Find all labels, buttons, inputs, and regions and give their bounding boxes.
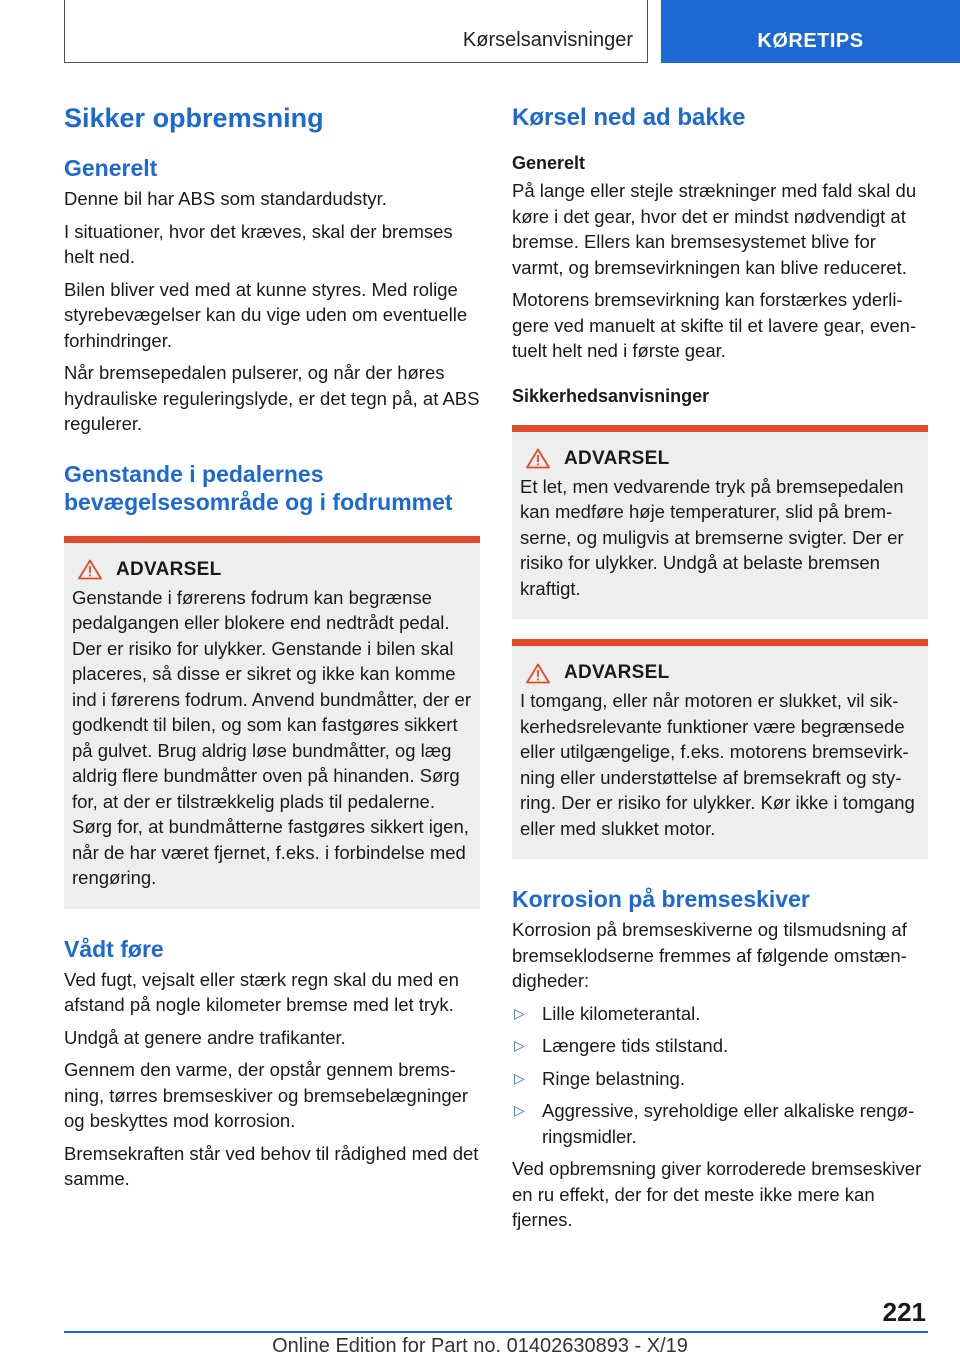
warning-text: I tomgang, eller når motoren er slukket, vil sikkerhedsrelevante funktioner være begrænsede eller utilgængelige, f.eks. motorens bremsevirkning eller understøttelse af bremsekraft og styring. Der er risiko for ulykker. Kør ikke i tomgang eller med slukket motor. — [520, 690, 915, 839]
paragraph: På lange eller stejle strækninger med fald skal du køre i det gear, hvor det er mindst nødvendigt at bremse. Ellers kan bremsesystemet blive for varmt, og bremsevirkningen kan blive reduceret. — [512, 180, 917, 278]
warning-box — [512, 639, 928, 859]
bullet-triangle-icon: ▷ — [514, 1004, 525, 1021]
warning-title — [520, 662, 920, 684]
heading-genstande: Genstande i pedalernes bevægelsesområde og i fodrummet — [64, 460, 453, 515]
paragraph: Gennem den varme, der opstår gennem bremsning, tørres bremseskiver og bremsebelægninger og beskyttes mod korrosion. — [64, 1059, 469, 1131]
header-section-label: Kørselsanvisninger — [462, 29, 633, 51]
left-column — [64, 100, 480, 1199]
paragraph: Bilen bliver ved med at kunne styres. Med rolige styrebevægelser kan du vige uden om eventuelle forhindringer. — [64, 278, 468, 351]
section-title-downhill: Kørsel ned ad bakke — [512, 104, 746, 131]
warning-label: ADVARSEL — [564, 447, 670, 469]
footer-edition: Online Edition for Part no. 01402630893 - X/19 — [272, 1335, 688, 1357]
paragraph: Undgå at genere andre trafikanter. — [64, 1026, 346, 1048]
warning-title — [72, 559, 472, 581]
warning-triangle-icon — [526, 448, 550, 469]
bullet-triangle-icon: ▷ — [514, 1069, 525, 1086]
heading-sikkerhed: Sikkerhedsanvisninger — [512, 385, 710, 406]
list-item: ▷ Ringe belastning. — [512, 1066, 928, 1092]
list-item: ▷ Lille kilometerantal. — [512, 1001, 928, 1027]
heading-korrosion: Korrosion på bremseskiver — [512, 886, 810, 912]
bullet-triangle-icon: ▷ — [514, 1037, 525, 1053]
right-column — [512, 100, 928, 1240]
paragraph: Ved fugt, vejsalt eller stærk regn skal du med en afstand på nogle kilometer bremse med let tryk. — [64, 968, 459, 1015]
paragraph: Korrosion på bremseskiverne og tilsmudsning af bremseklodserne fremmes af følgende omstændigheder: — [512, 919, 907, 991]
warning-text: Genstande i førerens fodrum kan begrænse pedalgangen eller blokere end nedtrådt pedal. Der er risiko for ulykker. Genstande i bilen skal placeres, så disse er sikret og ikke kan komme ind i førerens fodrum. Anvend bundmåtter, der er godkendt til bilen, og som kan fastgøres sikkert på gulvet. Brug aldrig løse bundmåtter, og læg aldrig flere bundmåtter oven på hinanden. Sørg for, at der er tilstrækkelig plads til pedalerne. Sørg for, at bundmåtterne fastgøres sikkert igen, når de har været fjernet, f.eks. i forbindelse med rengøring. — [72, 586, 471, 888]
paragraph: Når bremsepedalen pulserer, og når der høres hydrauliske reguleringslyde, er det tegn på, at ABS regulerer. — [64, 362, 480, 434]
warning-triangle-icon — [526, 663, 550, 684]
warning-box — [512, 425, 928, 620]
header-section-tab — [64, 0, 648, 63]
header-chapter-tab[interactable] — [661, 0, 960, 63]
bullet-triangle-icon: ▷ — [514, 1102, 525, 1118]
paragraph: Ved opbremsning giver korroderede bremseskiver en ru effekt, der for det meste ikke mere kan fjernes. — [512, 1158, 922, 1230]
warning-label: ADVARSEL — [564, 662, 670, 683]
heading-generelt: Generelt — [64, 155, 158, 181]
header-chapter-label: KØRETIPS — [757, 30, 864, 52]
list-item: ▷ Længere tids stilstand. — [512, 1033, 928, 1059]
warning-label: ADVARSEL — [116, 558, 222, 580]
list-item: ▷ Aggressive, syreholdige eller alkaliske rengøringsmidler. — [514, 1100, 915, 1147]
warning-text: Et let, men vedvarende tryk på bremsepedalen kan medføre høje temperaturer, slid på bremserne, og muligvis at bremserne svigter. Der er risiko for ulykker. Undgå at belaste bremsen kraftigt. — [520, 475, 904, 599]
warning-box — [64, 536, 480, 909]
paragraph: Bremsekraften står ved behov til rådighed med det samme. — [64, 1142, 479, 1189]
paragraph: Motorens bremsevirkning kan forstærkes yderligere ved manuelt at skifte til et lavere gear, eventuelt helt ned i første gear. — [512, 289, 917, 361]
heading-generelt: Generelt — [512, 153, 586, 173]
warning-title — [520, 448, 920, 470]
bullet-list — [512, 1001, 928, 1150]
heading-vaadt-foere: Vådt føre — [64, 935, 164, 962]
section-title-safe-braking: Sikker opbremsning — [64, 103, 324, 133]
paragraph: I situationer, hvor det kræves, skal der bremses helt ned. — [64, 220, 453, 267]
page-number: 221 — [882, 1297, 926, 1327]
footer-divider — [64, 1331, 928, 1333]
warning-triangle-icon — [78, 559, 102, 580]
paragraph: Denne bil har ABS som standardudstyr. — [64, 188, 387, 209]
